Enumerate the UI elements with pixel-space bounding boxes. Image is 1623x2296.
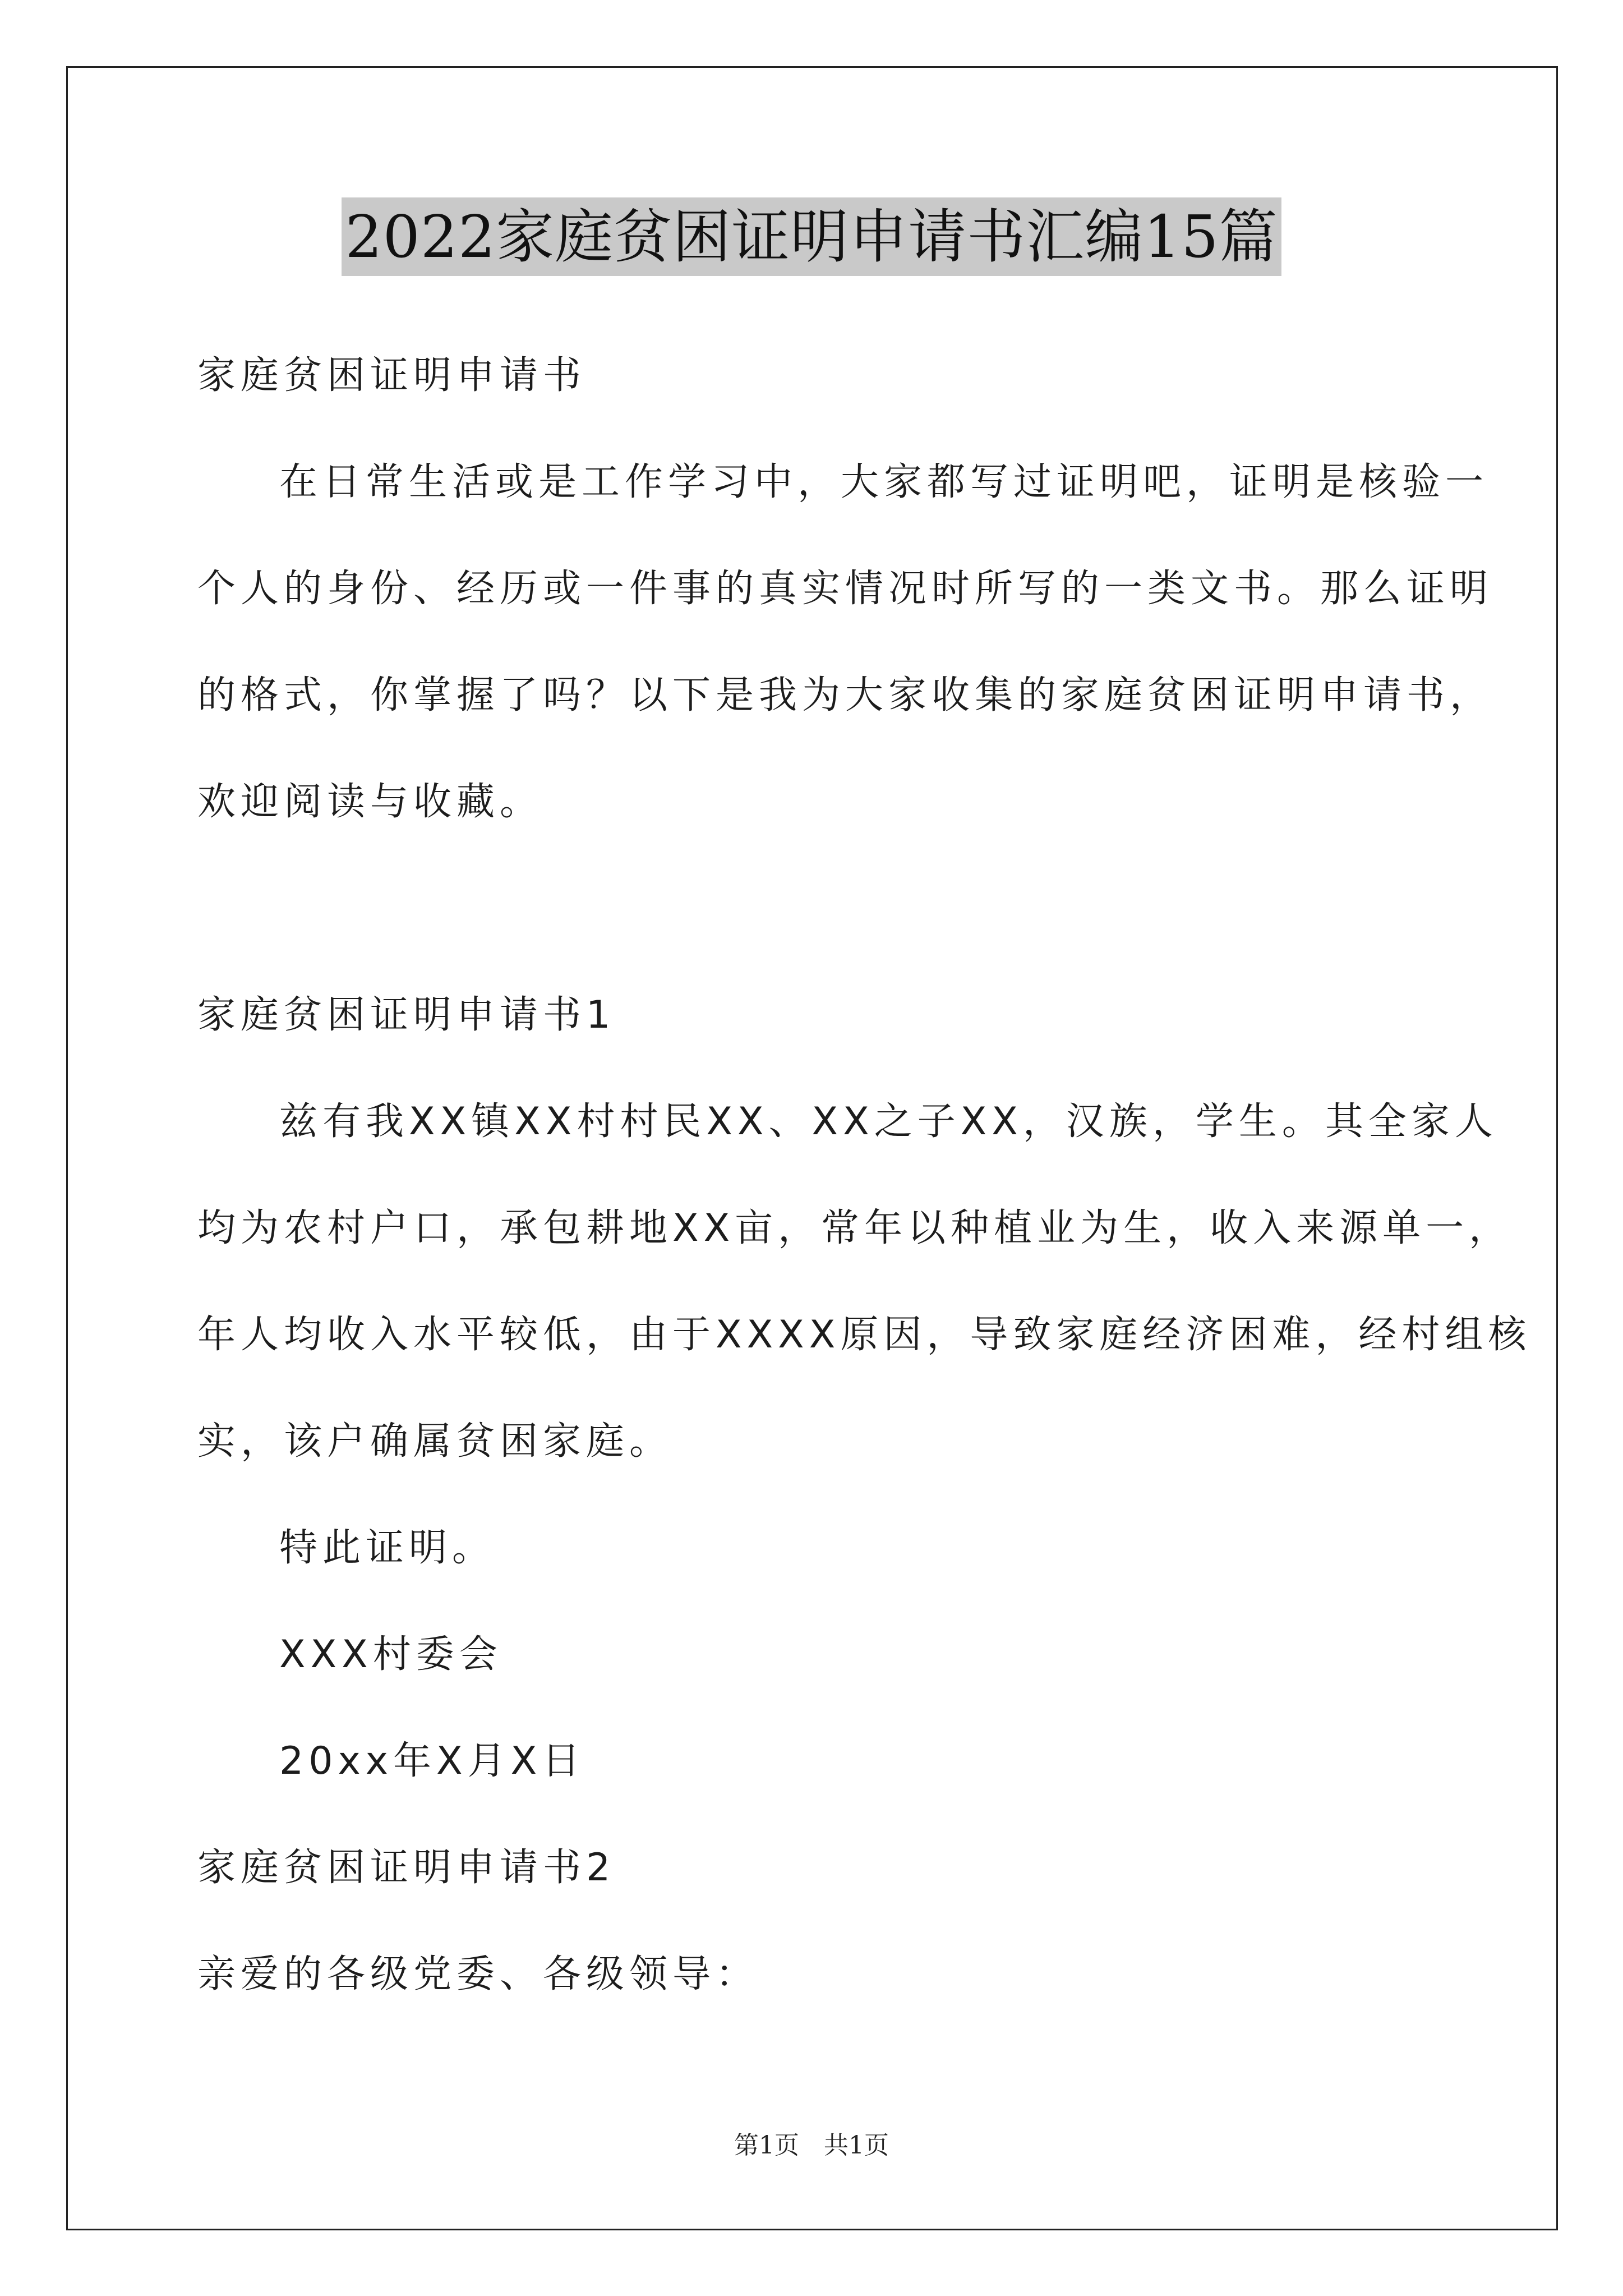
intro-line-3: 的格式，你掌握了吗？以下是我为大家收集的家庭贫困证明申请书， — [197, 673, 1493, 717]
footer-page-total: 共1页 — [824, 2131, 889, 2160]
section2-heading: 家庭贫困证明申请书2 — [197, 1846, 616, 1890]
footer-page-number: 第1页 — [734, 2131, 799, 2160]
document-title: 2022家庭贫困证明申请书汇编15篇 — [342, 197, 1281, 276]
subtitle: 家庭贫困证明申请书 — [197, 353, 587, 398]
section1-heading: 家庭贫困证明申请书1 — [197, 993, 616, 1037]
intro-line-4: 欢迎阅读与收藏。 — [197, 780, 543, 824]
page-footer — [0, 2129, 1623, 2162]
section2-salutation: 亲爱的各级党委、各级领导： — [197, 1952, 759, 1996]
section1-body-line-4: 实，该户确属贫困家庭。 — [197, 1419, 673, 1464]
section1-date: 20xx年X月X日 — [279, 1739, 585, 1783]
section1-signature: XXX村委会 — [279, 1632, 502, 1677]
title-container — [0, 197, 1623, 276]
section1-body-line-1: 兹有我XX镇XX村村民XX、XX之子XX，汉族，学生。其全家人 — [279, 1099, 1498, 1144]
intro-line-1: 在日常生活或是工作学习中，大家都写过证明吧，证明是核验一 — [279, 460, 1489, 504]
section1-closing: 特此证明。 — [279, 1526, 496, 1570]
intro-line-2: 个人的身份、经历或一件事的真实情况时所写的一类文书。那么证明 — [197, 567, 1493, 611]
section1-body-line-3: 年人均收入水平较低，由于XXXX原因，导致家庭经济困难，经村组核 — [197, 1313, 1532, 1357]
section1-body-line-2: 均为农村户口，承包耕地XX亩，常年以种植业为生，收入来源单一， — [197, 1206, 1513, 1250]
